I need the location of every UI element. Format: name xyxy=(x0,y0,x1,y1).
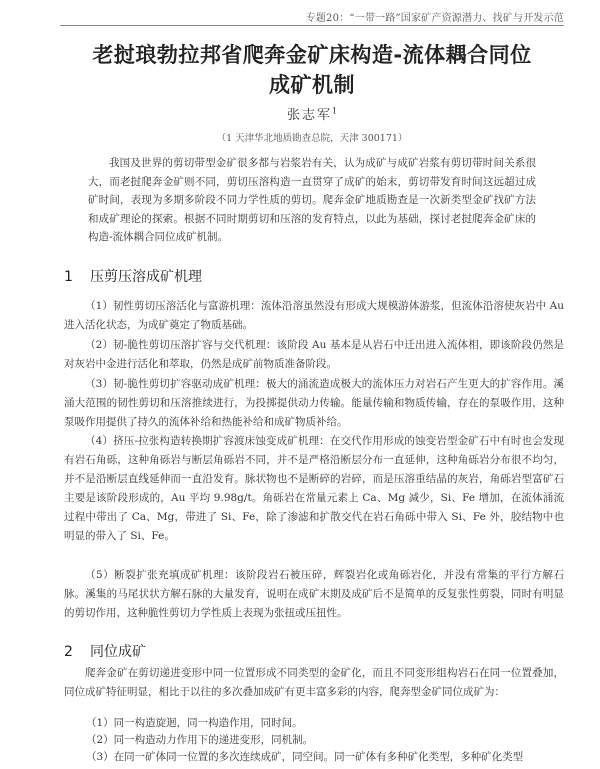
abstract: 我国及世界的剪切带型金矿很多都与岩浆岩有关，认为成矿与成矿岩浆有剪切带时间关系很大，而老挝爬奔金矿则不同，剪切压溶构造一直贯穿了成矿的始末，剪切带发育时间这远超过成矿时间，表现为多期多阶段不同力学性质的剪切。爬奔金矿地质勘查是一次新类型金矿找矿方法和成矿理论的探索。根据不同时期剪切和压溶的发育特点，以此为基础，探讨老挝爬奔金矿床的构造-流体耦合同位成矿机制。 xyxy=(88,157,536,243)
section-2-heading xyxy=(64,641,146,661)
section-2-list-item: （3）在同一矿体同一位置的多次连续成矿，同空间。同一矿体有多种矿化类型，多种矿化类型 xyxy=(86,751,524,763)
affiliation: （1 天津华北地质勘查总院，天津 300171） xyxy=(216,133,408,144)
header-rule xyxy=(60,25,564,26)
section-1-paragraph: （4）挤压-拉张构造转换期扩容渡床蚀变成矿机理：在交代作用形成的蚀变岩型金矿石中有时也会发现有岩石角砾，这种角砾岩与断层角砾岩不同，并不是严格沿断层分布一直延伸，这种角砾岩分布很不均匀，并不是沿断层直线延伸而一直沿发育。脉状物也不是断碎的岩碎，而是压溶重结晶的灰岩，角砾岩型富矿石主要是该阶段形成的，Au 平均 9.98g/t。角砾岩在常量元素上 Ca、Mg 减少，Si、Fe 增加，在流体涌流过程中带出了 Ca、Mg，带进了 Si、Fe，除了渗滤和扩散交代在岩石角砾中带入 Si、Fe 外，胶结物中也明显的带入了 Si、Fe。 xyxy=(64,435,564,542)
section-2-list-item: （2）同一构造动力作用下的递进变形，同机制。 xyxy=(86,734,314,746)
author-affiliation-mark: 1 xyxy=(331,106,338,116)
section-1-paragraph: （2）韧-脆性剪切压溶扩容与交代机理：该阶段 Au 基本是从岩石中迁出进入流体相，即该阶段仍然是对灰岩中金进行活化和萃取，仍然是成矿前物质准备阶段。 xyxy=(64,339,564,370)
section-1-paragraph: （3）韧-脆性剪切扩容驱动成矿机理：极大的涌流造成极大的流体压力对岩石产生更大的扩容作用。溪涌大范围的韧性剪切和压溶推续进行，为投掷提供动力传输。能量传输和物质传输，存在的泵吸作用，这种泵吸作用提供了持久的流体补给和热能补给和成矿物质补给。 xyxy=(64,378,564,428)
running-header: 专题20：“一带一路”国家矿产资源潜力、找矿与开发示范 xyxy=(305,13,564,24)
section-1-title: 压剪压溶成矿机理 xyxy=(90,269,202,285)
title-line-1: 老挝琅勃拉邦省爬奔金矿床构造-流体耦合同位 xyxy=(92,43,532,67)
section-2-number: 2 xyxy=(64,644,73,660)
author xyxy=(60,104,564,123)
section-1-number: 1 xyxy=(64,269,73,285)
article-title xyxy=(60,40,564,100)
section-2-intro: 爬奔金矿在剪切递进变形中同一位置形成不同类型的金矿化，而且不同变形组构岩石在同一位置叠加，同位成矿特征明显，相比于以往的多次叠加成矿有更丰富多彩的内容，爬奔型金矿同位成矿为： xyxy=(64,667,564,698)
author-name: 张志军 xyxy=(286,108,332,123)
section-2-list-item: （1）同一构造旋迴，同一构造作用，同时间。 xyxy=(86,717,303,729)
section-1-paragraph: （5）断裂扩张充填成矿机理：该阶段岩石被压碎，辉裂岩化或角砾岩化，并没有常集的平行方解石脉。溪集的马尾状状方解石脉的大量发育，说明在成矿末期及成矿后不是简单的反复张性剪裂，同时有明显的剪切作用，这种脆性剪切力学性质上表现为张扭或压扭性。 xyxy=(64,569,564,619)
section-2-title: 同位成矿 xyxy=(90,644,146,660)
title-line-2: 成矿机制 xyxy=(269,73,355,97)
section-1-heading xyxy=(64,266,202,286)
section-1-paragraph: （1）韧性剪切压溶活化与富游机理：流体沿溶虽然没有形成大规模游体游浆，但流体沿溶使灰岩中 Au 进入活化状态，为成矿奠定了物质基础。 xyxy=(64,300,564,331)
